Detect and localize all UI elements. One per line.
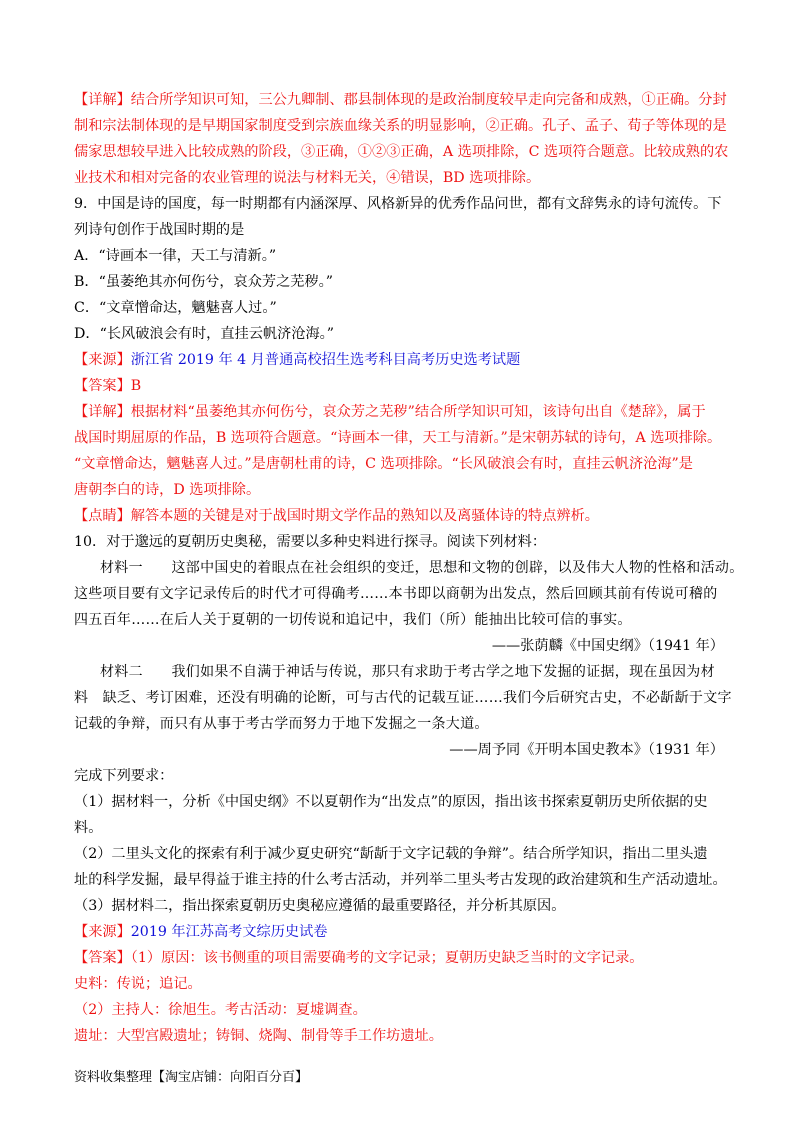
detail-tag: 【详解】 xyxy=(74,92,131,108)
material1-line-3: 四五百年……在后人关于夏朝的一切传说和追记中，我们（所）能抽出比较可信的事实。 xyxy=(74,612,632,628)
q10-answer-line-3: （2）主持人：徐旭生。考古活动：夏墟调查。 xyxy=(74,1002,367,1018)
answer-value: B xyxy=(130,378,142,394)
material1-line-2: 这些项目要有文字记录传后的时代才可得确考……本书即以商朝为出发点，然后回顾其前有传说可稽的 xyxy=(74,586,718,602)
q9-detail-line-1: 【详解】根据材料“虽萎绝其亦何伤兮，哀众芳之芜秽”结合所学知识可知，该诗句出自《楚辞》，属于 xyxy=(74,404,706,420)
detail8-line-1: 【详解】结合所学知识可知，三公九卿制、郡县制体现的是政治制度较早走向完备和成熟，①正确。分封 xyxy=(74,92,727,108)
material1-line-1: 材料一 这部中国史的着眼点在社会组织的变迁，思想和文物的创辟，以及伟大人物的性格和活动。 xyxy=(100,560,744,576)
source-text: 浙江省 2019 年 4 月普通高校招生选考科目高考历史选考试题 xyxy=(130,352,521,368)
q9-option-c: C．“文章憎命达，魑魅喜人过。” xyxy=(74,300,277,316)
q9-point: 【点睛】解答本题的关键是对于战国时期文学作品的熟知以及离骚体诗的特点辨析。 xyxy=(74,508,599,524)
detail8-line-2: 制和宗法制体现的是早期国家制度受到宗族血缘关系的明显影响，②正确。孔子、孟子、荀子等体现的是 xyxy=(74,118,727,134)
q10-stem: 10．对于邈远的夏朝历史奥秘，需要以多种史料进行探寻。阅读下列材料： xyxy=(74,534,547,550)
detail8-line-4: 业技术和相对完备的农业管理的说法与材料无关，④错误，BD 选项排除。 xyxy=(74,170,541,186)
source-tag: 【来源】 xyxy=(74,352,131,368)
q9-detail-line-3: “文章憎命达，魑魅喜人过。”是唐朝杜甫的诗，C 选项排除。“长风破浪会有时，直挂云帆济沧海”是 xyxy=(74,456,693,472)
answer-tag: 【答案】 xyxy=(74,378,131,394)
q9-detail-line-4: 唐朝李白的诗，D 选项排除。 xyxy=(74,482,261,498)
q10-question-1-cont: 料。 xyxy=(74,820,103,836)
page-footer: 资料收集整理【淘宝店铺：向阳百分百】 xyxy=(74,1070,309,1085)
material2-line-3: 记载的争辩，而只有从事于考古学而努力于地下发掘之一条大道。 xyxy=(74,716,489,732)
point-tag: 【点睛】 xyxy=(74,508,131,524)
answer-tag: 【答案】 xyxy=(74,950,131,966)
q10-require: 完成下列要求： xyxy=(74,768,174,784)
q9-detail-line-2: 战国时期屈原的作品，B 选项符合题意。“诗画本一律，天工与清新。”是宋朝苏轼的诗句，A 选项排除。 xyxy=(74,430,722,446)
q9-option-d: D．“长风破浪会有时，直挂云帆济沧海。” xyxy=(74,326,334,342)
material2-line-2: 料 缺乏、考订困难，还没有明确的论断，可与古代的记载互证……我们今后研究古史，不必龂龂于文字 xyxy=(74,690,732,706)
q10-answer-line-1: 【答案】（1）原因：该书侧重的项目需要确考的文字记录；夏朝历史缺乏当时的文字记录。 xyxy=(74,950,644,966)
q10-question-3: （3）据材料二，指出探索夏朝历史奥秘应遵循的最重要路径，并分析其原因。 xyxy=(74,898,566,914)
q10-question-2: （2）二里头文化的探索有利于减少夏史研究“龂龂于文字记载的争辩”。结合所学知识，指出二里头遗 xyxy=(74,846,708,862)
detail-tag: 【详解】 xyxy=(74,404,131,420)
q10-answer-line-2: 史料：传说；追记。 xyxy=(74,976,202,992)
material2-line-1: 材料二 我们如果不自满于神话与传说，那只有求助于考古学之地下发掘的证据，现在虽因为材 xyxy=(100,664,715,680)
q9-option-a: A．“诗画本一律，天工与清新。” xyxy=(74,248,277,264)
q9-stem-line-1: 9．中国是诗的国度，每一时期都有内涵深厚、风格新异的优秀作品问世，都有文辞隽永的诗句流传。下 xyxy=(74,196,722,212)
detail8-line-3: 儒家思想较早进入比较成熟的阶段，③正确，①②③正确，A 选项排除，C 选项符合题意。比较成熟的农 xyxy=(74,144,729,160)
material1-source: ——张荫麟《中国史纲》（1941 年） xyxy=(491,638,724,654)
q10-answer-line-4: 遗址：大型宫殿遗址；铸铜、烧陶、制骨等手工作坊遗址。 xyxy=(74,1028,443,1044)
material2-source: ——周予同《开明本国史教本》（1931 年） xyxy=(449,742,724,758)
q10-question-1: （1）据材料一，分析《中国史纲》不以夏朝作为“出发点”的原因，指出该书探索夏朝历史所依据的史 xyxy=(74,794,708,810)
q10-question-2-cont: 址的科学发掘，最早得益于谁主持的什么考古活动，并列举二里头考古发现的政治建筑和生产活动遗址。 xyxy=(74,872,727,888)
q9-stem-line-2: 列诗句创作于战国时期的是 xyxy=(74,222,245,238)
q9-source xyxy=(74,349,734,371)
source-text: 2019 年江苏高考文综历史试卷 xyxy=(130,924,328,940)
q10-source xyxy=(74,921,734,943)
q9-option-b: B．“虽萎绝其亦何伤兮，哀众芳之芜秽。” xyxy=(74,274,334,290)
source-tag: 【来源】 xyxy=(74,924,131,940)
q9-answer xyxy=(74,375,734,397)
